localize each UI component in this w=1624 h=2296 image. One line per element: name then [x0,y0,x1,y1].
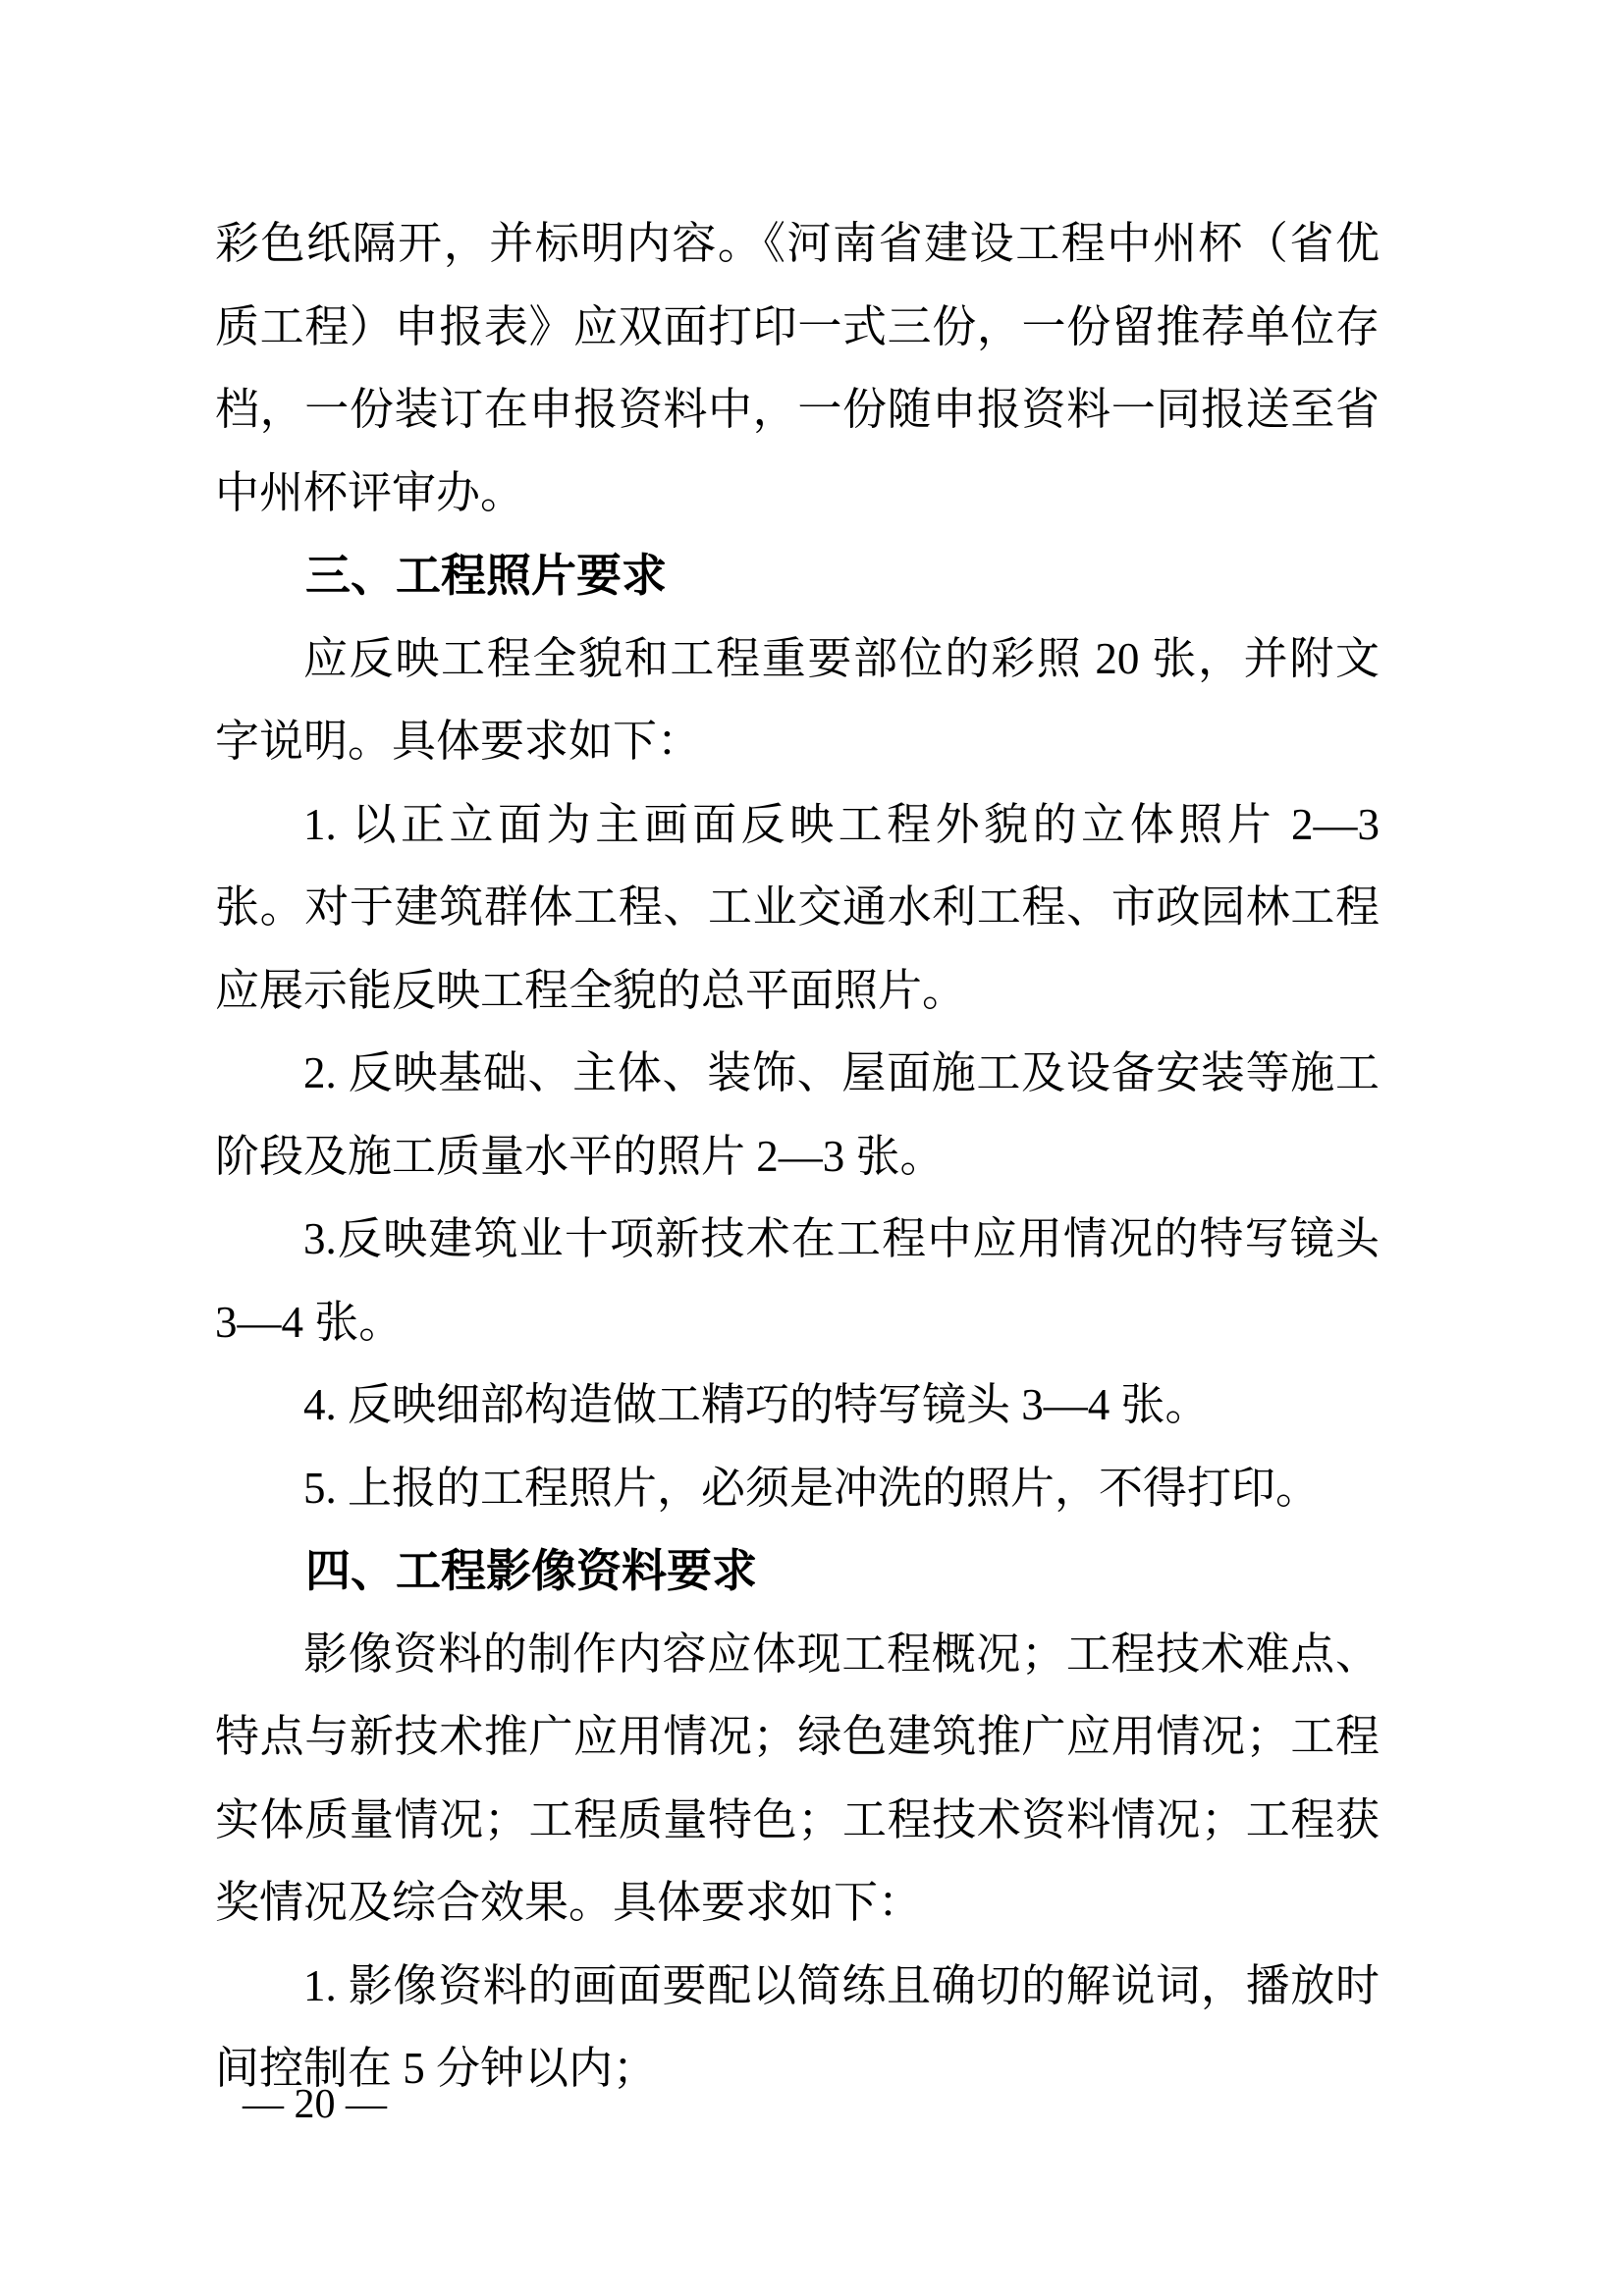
paragraph-video-intro: 影像资料的制作内容应体现工程概况；工程技术难点、特点与新技术推广应用情况；绿色建筑推广应用情况；工程实体质量情况；工程质量特色；工程技术资料情况；工程获奖情况及综合效果。具体要求如下： [215,1629,1380,1927]
paragraph-photo-item-4: 4. 反映细部构造做工精巧的特写镜头 3—4 张。 [303,1380,1210,1429]
paragraph-video-item-1: 1. 影像资料的画面要配以简练且确切的解说词，播放时间控制在 5 分钟以内； [215,1960,1380,2093]
section-heading-photo-requirements: 三、工程照片要求 [305,550,667,601]
paragraph-photo-intro: 应反映工程全貌和工程重要部位的彩照 20 张，并附文字说明。具体要求如下： [215,633,1380,766]
paragraph-continuation: 彩色纸隔开，并标明内容。《河南省建设工程中州杯（省优质工程）申报表》应双面打印一式三份，一份留推荐单位存档，一份装订在申报资料中，一份随申报资料一同报送至省中州杯评审办。 [215,219,1380,517]
page-body-text [215,202,1380,2110]
paragraph-photo-item-1: 1. 以正立面为主画面反映工程外貌的立体照片 2—3 张。对于建筑群体工程、工业交通水利工程、市政园林工程应展示能反映工程全貌的总平面照片。 [215,799,1380,1015]
section-heading-video-requirements: 四、工程影像资料要求 [305,1545,757,1596]
paragraph-photo-item-3: 3.反映建筑业十项新技术在工程中应用情况的特写镜头 3—4 张。 [215,1214,1380,1347]
paragraph-photo-item-2: 2. 反映基础、主体、装饰、屋面施工及设备安装等施工阶段及施工质量水平的照片 2—3 张。 [215,1048,1380,1181]
page-number: — 20 — [243,2082,387,2127]
paragraph-photo-item-5: 5. 上报的工程照片，必须是冲洗的照片，不得打印。 [303,1463,1321,1513]
